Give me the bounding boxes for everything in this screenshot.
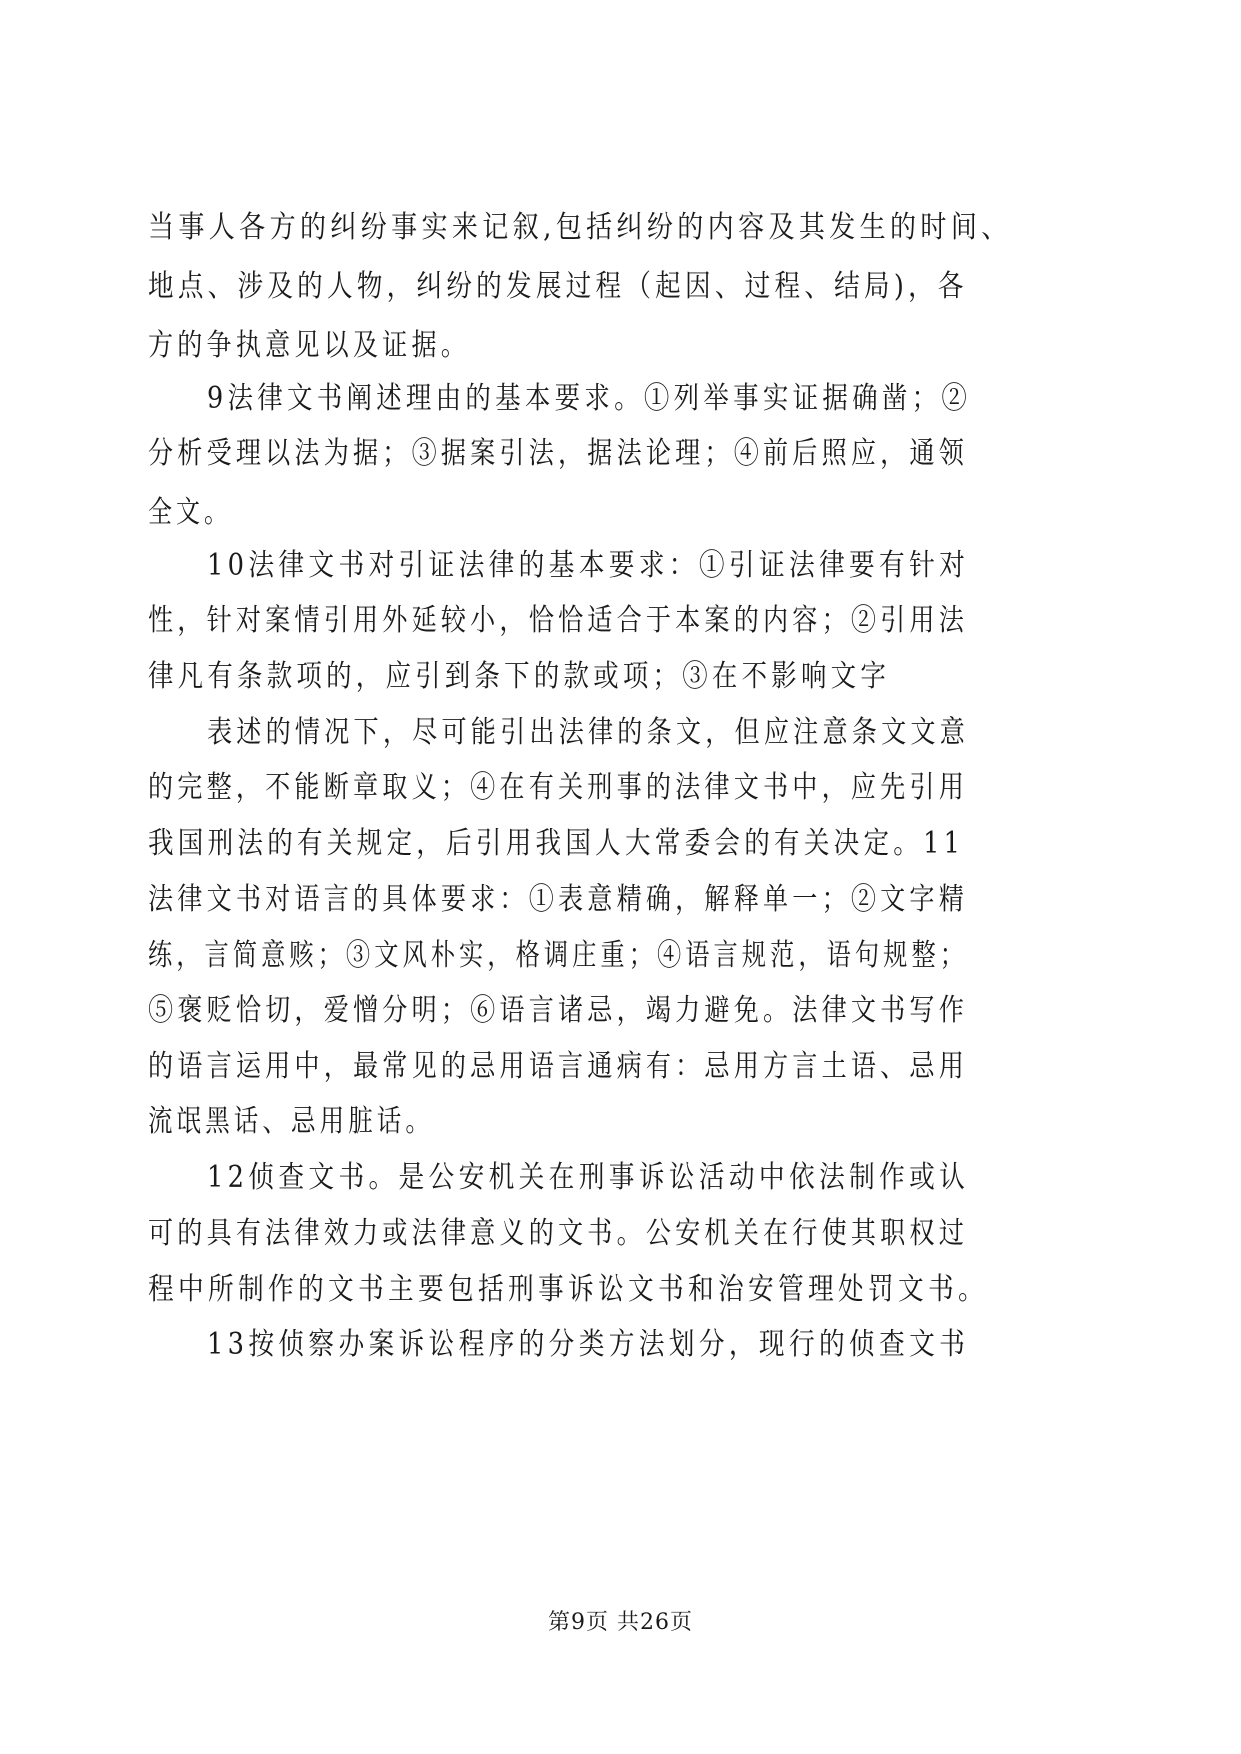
text-line-19: 可的具有法律效力或法律意义的文书。公安机关在行使其职权过 (148, 1216, 968, 1251)
text-line-5: 分析受理以法为据；③据案引法，据法论理；④前后照应，通领 (148, 436, 968, 471)
text-line-18: 12侦查文书。是公安机关在刑事诉讼活动中依法制作或认 (207, 1160, 970, 1195)
text-line-1: 当事人各方的纠纷事实来记叙,包括纠纷的内容及其发生的时间、 (148, 210, 1012, 245)
text-line-13: 法律文书对语言的具体要求：①表意精确，解释单一；②文字精 (148, 882, 968, 917)
text-line-14: 练，言简意赅；③文风朴实，格调庄重；④语言规范，语句规整； (148, 938, 968, 973)
page-footer: 第9页 共26页 (548, 1610, 693, 1635)
text-line-17: 流氓黑话、忌用脏话。 (148, 1104, 434, 1139)
text-line-8: 性，针对案情引用外延较小，恰恰适合于本案的内容；②引用法 (148, 603, 968, 638)
text-line-7: 10法律文书对引证法律的基本要求：①引证法律要有针对 (207, 548, 970, 583)
text-line-10: 表述的情况下，尽可能引出法律的条文，但应注意条文文意 (207, 715, 969, 750)
text-line-6: 全文。 (148, 495, 232, 530)
text-line-11: 的完整，不能断章取义；④在有关刑事的法律文书中，应先引用 (148, 770, 968, 805)
text-line-3: 方的争执意见以及证据。 (148, 328, 470, 363)
text-line-2: 地点、涉及的人物，纠纷的发展过程（起因、过程、结局)，各 (148, 269, 968, 304)
text-line-9: 律凡有条款项的，应引到条下的款或项；③在不影响文字 (148, 659, 890, 694)
text-line-12: 我国刑法的有关规定，后引用我国人大常委会的有关决定。11 (148, 826, 965, 861)
text-line-21: 13按侦察办案诉讼程序的分类方法划分，现行的侦查文书 (207, 1327, 970, 1362)
text-line-16: 的语言运用中，最常见的忌用语言通病有：忌用方言土语、忌用 (148, 1049, 968, 1084)
text-line-15: ⑤褒贬恰切，爱憎分明；⑥语言诸忌，竭力避免。法律文书写作 (148, 993, 968, 1028)
text-line-20: 程中所制作的文书主要包括刑事诉讼文书和治安管理处罚文书。 (148, 1272, 988, 1307)
text-line-4: 9法律文书阐述理由的基本要求。①列举事实证据确凿；② (207, 381, 972, 416)
